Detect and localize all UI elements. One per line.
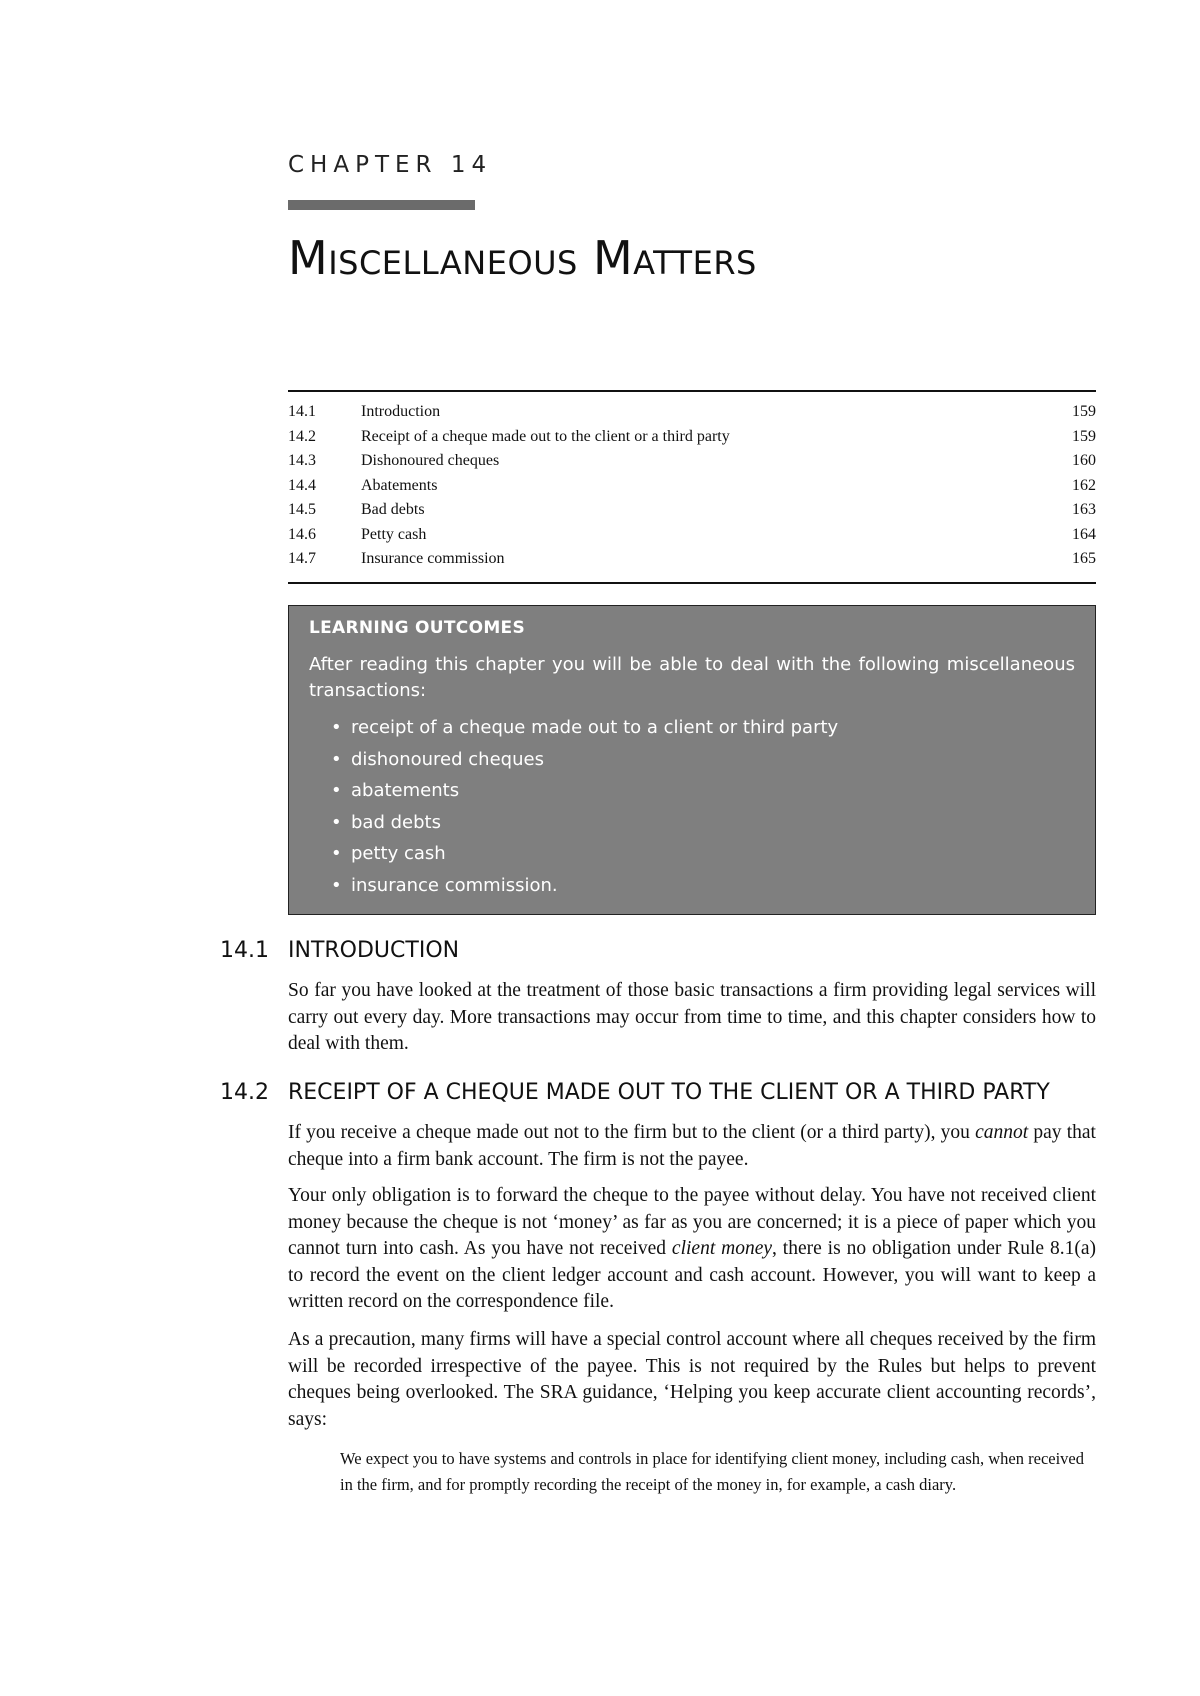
toc-row bbox=[288, 474, 1096, 499]
section-number: 14.2 bbox=[220, 1080, 269, 1105]
toc-title: Abatements bbox=[361, 476, 438, 494]
section-heading-receipt-of-cheque bbox=[220, 1080, 1050, 1105]
list-item-text: dishonoured cheques bbox=[351, 748, 544, 770]
paragraph: So far you have looked at the treatment of those basic transactions a firm providing legal services will carry out every day. More transactions may occur from time to time, and this chapter considers how to deal with them. bbox=[288, 980, 1096, 1054]
list-item-text: abatements bbox=[351, 780, 460, 801]
learning-outcomes-list bbox=[309, 712, 1075, 901]
toc-title: Introduction bbox=[361, 403, 441, 421]
text-run: If you receive a cheque made out not to the firm but to the client (or a third party), you bbox=[288, 1122, 976, 1143]
chapter-label: CHAPTER 14 bbox=[288, 152, 493, 178]
learning-outcomes-heading: LEARNING OUTCOMES bbox=[309, 618, 525, 638]
emphasis-text: client money bbox=[671, 1238, 773, 1259]
toc-page: 159 bbox=[1072, 403, 1096, 421]
toc-row bbox=[288, 547, 1096, 572]
toc-number: 14.1 bbox=[288, 403, 316, 421]
toc-page: 162 bbox=[1072, 476, 1096, 494]
chapter-divider-bar bbox=[288, 200, 475, 210]
toc-number: 14.5 bbox=[288, 501, 316, 519]
text-run: pay that cheque into a firm bank account. The firm is not the payee. bbox=[288, 1122, 1096, 1170]
bullet-icon: • bbox=[331, 717, 342, 738]
emphasis-text: cannot bbox=[975, 1122, 1029, 1143]
toc-row bbox=[288, 523, 1096, 548]
text-run: , there is no obligation under Rule 8.1(a) to record the event on the client ledger account and cash account. However, you will want to keep a written record on the correspondence file. bbox=[288, 1238, 1096, 1312]
list-item bbox=[309, 712, 1075, 744]
list-item bbox=[309, 838, 1075, 870]
toc-title: Receipt of a cheque made out to the client or a third party bbox=[361, 427, 730, 445]
learning-outcomes-box bbox=[288, 605, 1096, 915]
list-item bbox=[309, 744, 1075, 776]
section-number: 14.1 bbox=[220, 938, 269, 963]
paragraph: As a precaution, many firms will have a special control account where all cheques received by the firm will be recorded irrespective of the payee. This is not required by the Rules but helps to prevent cheques being overlooked. The SRA guidance, ‘Helping you keep accurate client accounting records’, says: bbox=[288, 1329, 1096, 1430]
toc-number: 14.2 bbox=[288, 427, 316, 445]
toc-row bbox=[288, 425, 1096, 450]
list-item-text: insurance commission. bbox=[351, 874, 558, 896]
block-quote: We expect you to have systems and controls in place for identifying client money, including cash, when received in the firm, and for promptly recording the receipt of the money in, for example, a cash diary. bbox=[340, 1449, 1084, 1494]
paragraph bbox=[288, 1183, 1096, 1316]
list-item-text: bad debts bbox=[351, 811, 441, 833]
bullet-icon: • bbox=[331, 874, 342, 896]
bullet-icon: • bbox=[331, 811, 342, 833]
toc-title: Bad debts bbox=[361, 501, 425, 519]
bullet-icon: • bbox=[331, 843, 342, 864]
section-title: RECEIPT OF A CHEQUE MADE OUT TO THE CLIENT OR A THIRD PARTY bbox=[288, 1080, 1050, 1105]
toc-page: 160 bbox=[1072, 452, 1096, 470]
toc-page: 163 bbox=[1072, 501, 1096, 519]
chapter-title: Miscellaneous Matters bbox=[288, 231, 757, 285]
list-item-text: receipt of a cheque made out to a client or third party bbox=[351, 717, 839, 738]
toc-title: Dishonoured cheques bbox=[361, 452, 500, 470]
toc-row bbox=[288, 449, 1096, 474]
toc-title: Insurance commission bbox=[361, 550, 505, 568]
bullet-icon: • bbox=[331, 748, 342, 770]
learning-outcomes-intro: After reading this chapter you will be able to deal with the following miscellaneous transactions: bbox=[309, 654, 1075, 701]
toc-title: Petty cash bbox=[361, 525, 427, 543]
toc-page: 164 bbox=[1072, 525, 1096, 543]
toc-row bbox=[288, 400, 1096, 425]
paragraph bbox=[288, 1120, 1096, 1173]
list-item bbox=[309, 807, 1075, 839]
toc-number: 14.6 bbox=[288, 525, 316, 543]
toc-row bbox=[288, 498, 1096, 523]
list-item bbox=[309, 775, 1075, 807]
toc-page: 165 bbox=[1072, 550, 1096, 568]
toc-number: 14.3 bbox=[288, 452, 316, 470]
list-item-text: petty cash bbox=[351, 843, 446, 864]
toc-number: 14.7 bbox=[288, 550, 316, 568]
section-heading-introduction bbox=[220, 938, 459, 963]
list-item bbox=[309, 870, 1075, 902]
table-of-contents bbox=[288, 390, 1096, 584]
text-run: Your only obligation is to forward the cheque to the payee without delay. You have not received client money because the cheque is not ‘money’ as far as you are concerned; it is a piece of paper which you cannot turn into cash. As you have not received bbox=[288, 1185, 1096, 1259]
toc-page: 159 bbox=[1072, 427, 1096, 445]
section-title: INTRODUCTION bbox=[288, 938, 460, 963]
bullet-icon: • bbox=[331, 780, 342, 801]
toc-number: 14.4 bbox=[288, 476, 316, 494]
